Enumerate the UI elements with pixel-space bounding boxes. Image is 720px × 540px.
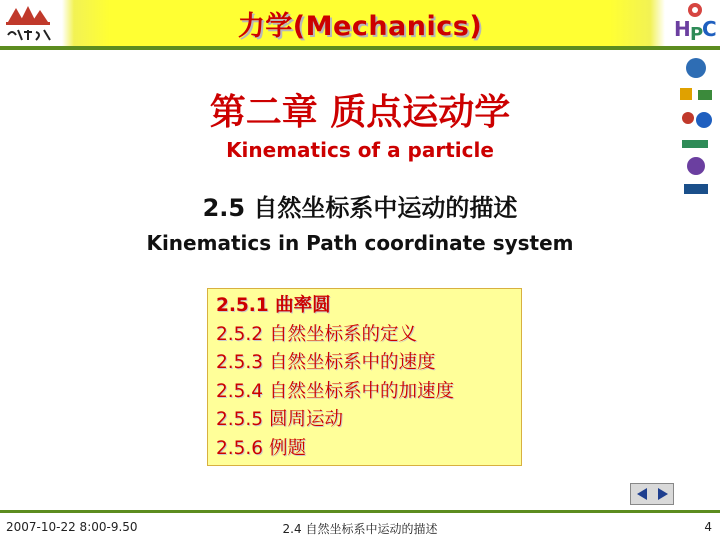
header-rule bbox=[0, 46, 720, 50]
triangle-right-icon bbox=[656, 487, 670, 501]
svg-text:H: H bbox=[674, 17, 691, 41]
toc-box bbox=[207, 288, 522, 466]
triangle-left-icon bbox=[635, 487, 649, 501]
svg-text:P: P bbox=[690, 24, 704, 45]
course-title: 力学(Mechanics) bbox=[237, 11, 483, 42]
toc-item-2-5-3[interactable]: 2.5.3 自然坐标系中的速度 bbox=[216, 352, 436, 373]
footer-section: 2.4 自然坐标系中运动的描述 bbox=[282, 522, 438, 536]
toc-item-2-5-2[interactable]: 2.5.2 自然坐标系的定义 bbox=[216, 323, 417, 345]
university-logo-icon bbox=[2, 2, 60, 46]
next-slide-button[interactable] bbox=[652, 484, 673, 504]
chapter-subtitle: Kinematics of a particle bbox=[226, 138, 494, 162]
svg-text:C: C bbox=[702, 17, 717, 41]
toc-item-2-5-4[interactable]: 2.5.4 自然坐标系中的加速度 bbox=[216, 380, 454, 402]
chapter-title: 第二章 质点运动学 bbox=[209, 92, 511, 133]
prev-slide-button[interactable] bbox=[631, 484, 652, 504]
section-title: 2.5 自然坐标系中运动的描述 bbox=[202, 194, 518, 222]
toc-item-2-5-6[interactable]: 2.5.6 例题 bbox=[216, 437, 306, 459]
slide-nav bbox=[630, 483, 674, 505]
toc-item-2-5-5[interactable]: 2.5.5 圆周运动 bbox=[216, 409, 343, 430]
footer-rule bbox=[0, 510, 720, 513]
page-number: 4 bbox=[704, 520, 712, 534]
footer-date: 2007-10-22 8:00-9.50 bbox=[6, 520, 138, 534]
toc-item-2-5-1[interactable]: 2.5.1 曲率圆 bbox=[216, 295, 331, 316]
section-subtitle: Kinematics in Path coordinate system bbox=[146, 231, 574, 255]
course-logo-icon bbox=[670, 2, 720, 48]
